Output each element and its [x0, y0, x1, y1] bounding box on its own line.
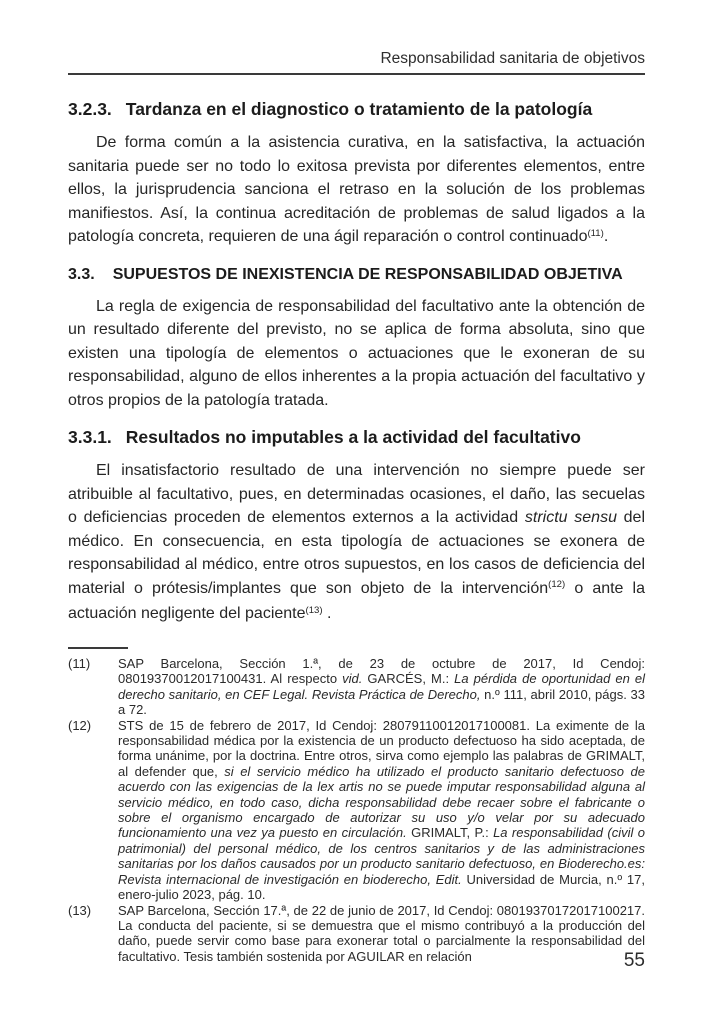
text-run: o ante la actuación negligente del paciente [68, 579, 646, 622]
footnote-reference: (13) [305, 604, 323, 616]
footnote-12-number: (12) [68, 717, 92, 733]
text-run: si el servicio médico ha utilizado el producto sanitario defectuoso de acuerdo con las exigencias de la lex artis no se puede imputar responsabilidad alguna al servicio médico, en todo caso, dicha responsabilidad debe recaer sobre el fabricante o sobre el organismo encargado de autorizar su uso y/o velar por su adecuado funcionamiento una vez ya puesto en circulación. [118, 763, 645, 841]
text-run: De forma común a la asistencia curativa, en la satisfactiva, la actuación sanitaria puede ser no todo lo exitosa prevista por diferentes elementos, entre ellos, la jurisprudencia sanciona el retraso en la solución de los problemas manifiestos. Así, la continua acreditación de problemas de salud ligados a la patología concreta, requieren de una ágil reparación o control continuado [68, 134, 645, 245]
text-run: La responsabilidad (civil o patrimonial) del personal médico, de los centros sanitarios y de las administraciones sanitarias por los daños causados por un producto sanitario defectuoso, en Bioderecho.es: Revista internacional de investigación en bioderecho, Edit. [118, 825, 645, 887]
section-title-3-3-1: Resultados no imputables a la actividad del facultativo [125, 427, 581, 447]
footnote-13-number: (13) [68, 902, 92, 918]
text-run: del médico. En consecuencia, en esta tipología de actuaciones se exonera de responsabilidad al médico, entre otros supuestos, en los casos de deficiencia del material o prótesis/implantes que son objeto de la intervención [68, 509, 646, 597]
footnote-reference: (11) [587, 227, 604, 239]
footnote-13-text [118, 903, 645, 965]
section-heading-3-3-1 [68, 427, 645, 448]
text-run: GRIMALT, P.: [406, 825, 494, 841]
section-title-3-2-3: Tardanza en el diagnostico o tratamiento de la patología [125, 99, 593, 119]
page-content [68, 0, 645, 628]
running-header-text: Responsabilidad sanitaria de objetivos [380, 50, 645, 67]
text-run: GARCÉS, M.: [362, 671, 455, 687]
text-run: La pérdida de oportunidad en el derecho sanitario, en CEF Legal. Revista Práctica de Derecho, [118, 671, 646, 702]
text-run: strictu sensu [524, 509, 617, 526]
text-run: SAP Barcelona, Sección 1.ª, de 23 de octubre de 2017, Id Cendoj: 08019370012017100431. Al respecto [118, 656, 645, 687]
footnote-11-text [118, 656, 645, 718]
text-run: . [603, 228, 609, 245]
footnote-12-text [118, 718, 645, 903]
text-run: Universidad de Murcia, n.º 17, enero-julio 2023, pág. 10. [118, 871, 645, 903]
section-title-3-3: SUPUESTOS DE INEXISTENCIA DE RESPONSABILIDAD OBJETIVA [112, 265, 623, 283]
text-run: El insatisfactorio resultado de una intervención no siempre puede ser atribuible al facultativo, pues, en determinadas ocasiones, el daño, las secuelas o deficiencias proceden de elementos externos a la actividad [68, 462, 645, 526]
text-run: vid. [342, 671, 363, 687]
page-number: 55 [623, 950, 645, 971]
section-number-3-3: 3.3. [68, 265, 95, 283]
paragraph-resultado-insatisfactorio [68, 459, 645, 628]
paragraph-tardanza [68, 131, 645, 251]
paragraph-regla-exigencia [68, 295, 645, 413]
text-run: SAP Barcelona, Sección 17.ª, de 22 de junio de 2017, Id Cendoj: 08019370172017100217. La conducta del paciente, si se demuestra que el mismo contribuyó a la producción del daño, puede servir como base para exonerar total o parcialmente la responsabilidad del facultativo. Tesis también sostenida por AGUILAR en relación [118, 902, 645, 964]
footnote-separator-rule [68, 647, 128, 649]
footnote-reference: (12) [548, 579, 566, 591]
footnote-13 [68, 903, 645, 965]
text-run: La regla de exigencia de responsabilidad del facultativo ante la obtención de un resultado diferente del previsto, no se aplica de forma absoluta, sino que existen una tipología de elementos o actuaciones que le exoneran de su responsabilidad, alguno de ellos inherentes a la propia actuación del facultativo y otros propios de la patología tratada. [68, 297, 645, 409]
text-run: . [322, 605, 332, 622]
footnotes-section [68, 647, 645, 964]
section-number-3-2-3: 3.2.3. [68, 99, 112, 119]
running-header [68, 0, 645, 75]
section-heading-3-3 [68, 266, 645, 284]
footnote-12 [68, 718, 645, 903]
text-run: n.º 111, abril 2010, págs. 33 a 72. [118, 686, 645, 718]
text-run: STS de 15 de febrero de 2017, Id Cendoj: 28079110012017100081. La eximente de la responsabilidad médica por la existencia de un producto defectuoso ha sido aceptada, de forma unánime, por la doctrina. Entre otros, sirva como ejemplo las palabras de GRIMALT, al defender que, [118, 717, 645, 779]
section-number-3-3-1: 3.3.1. [68, 427, 112, 447]
footnote-11-number: (11) [68, 656, 91, 671]
footnote-11 [68, 656, 645, 718]
section-heading-3-2-3 [68, 99, 645, 120]
